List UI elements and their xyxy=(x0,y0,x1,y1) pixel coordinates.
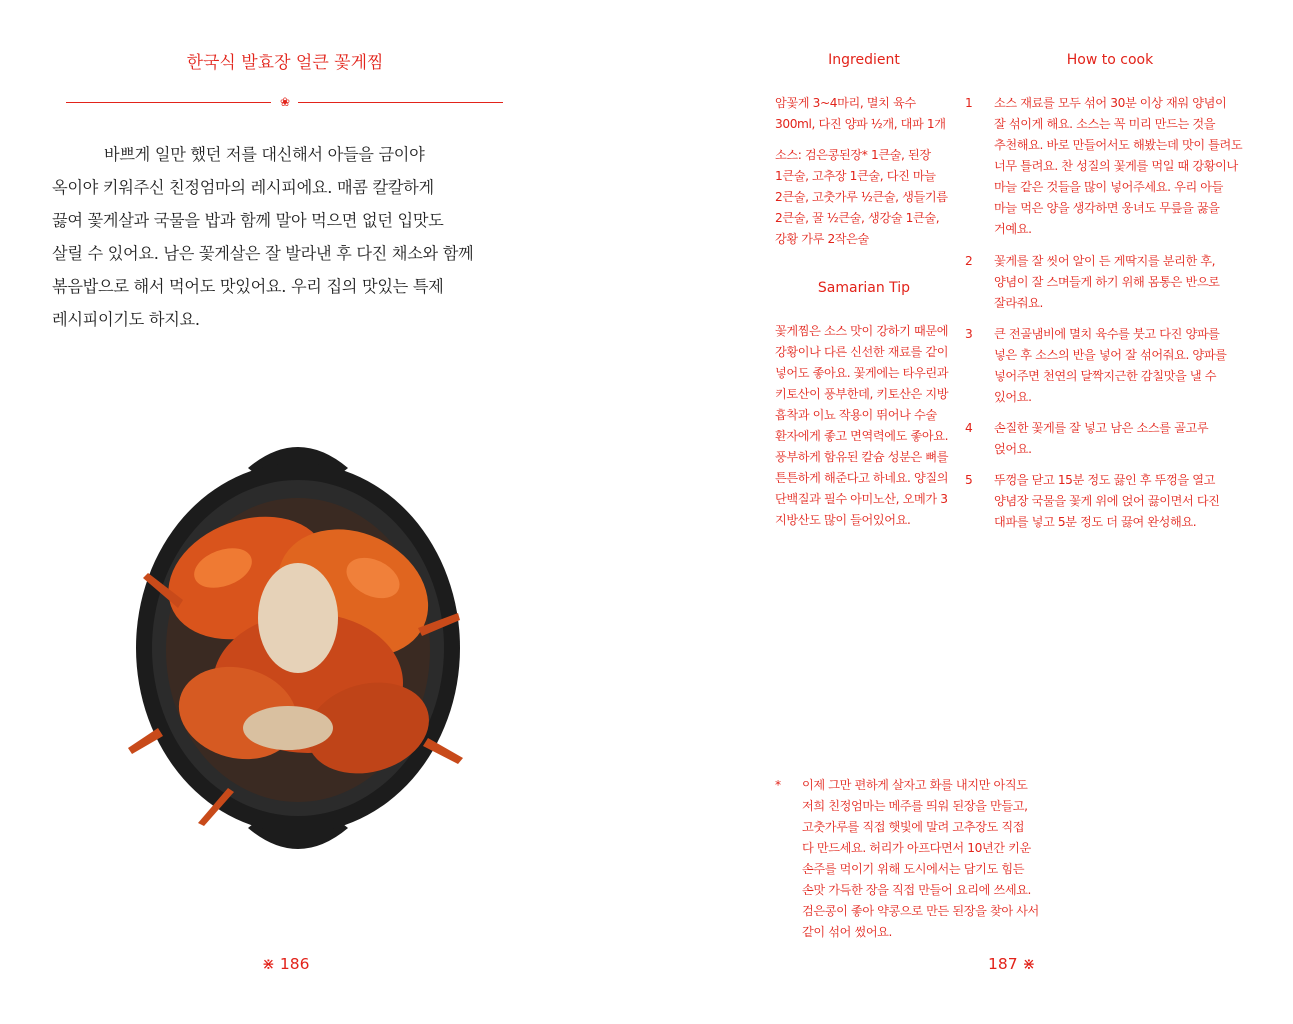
intro-line: 옥이야 키워주신 친정엄마의 레시피에요. 매콤 칼칼하게 xyxy=(52,178,434,197)
tip-line: 지방산도 많이 들어있어요. xyxy=(775,513,911,527)
page-number-right: 187 ⋇ xyxy=(988,955,1036,973)
intro-line: 레시피이기도 하지요. xyxy=(52,310,200,329)
tip-line: 튼튼하게 해준다고 하네요. 양질의 xyxy=(775,471,949,485)
step-line: 손질한 꽃게를 잘 넣고 남은 소스를 골고루 xyxy=(994,421,1209,435)
ingredient-line: 2큰술, 꿀 ½큰술, 생강술 1큰술, xyxy=(775,211,940,225)
step-line: 있어요. xyxy=(994,390,1032,404)
step-line: 꽃게를 잘 씻어 알이 든 게딱지를 분리한 후, xyxy=(994,254,1216,268)
step-line: 마늘 먹은 양을 생각하면 웅녀도 무릎을 꿇을 xyxy=(994,201,1220,215)
footnote-line: 다 만드세요. 허리가 아프다면서 10년간 키운 xyxy=(802,841,1031,855)
step-number: 1 xyxy=(965,96,973,110)
ingredient-line: 1큰술, 고추장 1큰술, 다진 마늘 xyxy=(775,169,936,183)
recipe-title: 한국식 발효장 얼큰 꽃게찜 xyxy=(186,53,384,73)
step-line: 뚜껑을 닫고 15분 정도 끓인 후 뚜껑을 열고 xyxy=(994,473,1215,487)
intro-paragraph xyxy=(52,138,512,336)
tip-line: 키토산이 풍부한데, 키토산은 지방 xyxy=(775,387,949,401)
footnote-asterisk: * xyxy=(775,778,781,792)
ingredient-line: 소스: 검은콩된장* 1큰술, 된장 xyxy=(775,148,931,162)
tip-line: 넣어도 좋아요. 꽃게에는 타우린과 xyxy=(775,366,949,380)
step-number: 5 xyxy=(965,473,973,487)
ingredient-line: 암꽃게 3~4마리, 멸치 육수 xyxy=(775,96,916,110)
step-number: 2 xyxy=(965,254,973,268)
step-line: 얹어요. xyxy=(994,442,1032,456)
tip-line: 풍부하게 함유된 칼슘 성분은 뼈를 xyxy=(775,450,949,464)
tip-line: 강황이나 다른 신선한 재료를 같이 xyxy=(775,345,949,359)
title-rule-right xyxy=(298,102,503,103)
ingredient-list-main xyxy=(775,93,957,135)
intro-line: 볶음밥으로 해서 먹어도 맛있어요. 우리 집의 맛있는 특제 xyxy=(52,277,444,296)
step-number: 4 xyxy=(965,421,973,435)
ingredient-heading: Ingredient xyxy=(828,52,900,68)
how-to-cook-heading: How to cook xyxy=(1066,52,1154,68)
step-line: 마늘 같은 것들을 많이 넣어주세요. 우리 아들 xyxy=(994,180,1224,194)
ingredient-line: 300ml, 다진 양파 ½개, 대파 1개 xyxy=(775,117,946,131)
intro-line: 살릴 수 있어요. 남은 꽃게살은 잘 발라낸 후 다진 채소와 함께 xyxy=(52,244,474,263)
tip-heading: Samarian Tip xyxy=(817,280,911,296)
footnote-line: 손주를 먹이기 위해 도시에서는 담기도 힘든 xyxy=(802,862,1025,876)
step-line: 너무 틀려요. 찬 성질의 꽃게를 먹일 때 강황이나 xyxy=(994,159,1238,173)
step-line: 양념이 잘 스며들게 하기 위해 몸통은 반으로 xyxy=(994,275,1220,289)
ingredient-line: 강황 가루 2작은술 xyxy=(775,232,869,246)
step-line: 양념장 국물을 꽃게 위에 얹어 끓이면서 다진 xyxy=(994,494,1220,508)
footnote-line: 같이 섞어 썼어요. xyxy=(802,925,893,939)
step-line: 넣은 후 소스의 반을 넣어 잘 섞어줘요. 양파를 xyxy=(994,348,1227,362)
step-line: 거예요. xyxy=(994,222,1032,236)
footnote-line: 고춧가루를 직접 햇빛에 말려 고추장도 직접 xyxy=(802,820,1025,834)
flower-ornament-icon: ❀ xyxy=(279,95,291,109)
tip-line: 흡착과 이뇨 작용이 뛰어나 수술 xyxy=(775,408,937,422)
step-number: 3 xyxy=(965,327,973,341)
ingredient-list-sauce xyxy=(775,145,957,250)
intro-line: 바쁘게 일만 했던 저를 대신해서 아들을 금이야 xyxy=(104,145,425,164)
ingredient-line: 2큰술, 고춧가루 ½큰술, 생들기름 xyxy=(775,190,948,204)
page-number-left: ⋇ 186 xyxy=(262,955,310,973)
tip-line: 환자에게 좋고 면역력에도 좋아요. xyxy=(775,429,949,443)
step-line: 넣어주면 천연의 달짝지근한 감칠맛을 낼 수 xyxy=(994,369,1217,383)
footnote-line: 검은콩이 좋아 약콩으로 만든 된장을 찾아 사서 xyxy=(802,904,1039,918)
step-line: 잘라줘요. xyxy=(994,296,1043,310)
crab-pot-photo xyxy=(118,428,478,868)
title-rule-left xyxy=(66,102,271,103)
intro-line: 끓여 꽃게살과 국물을 밥과 함께 말아 먹으면 없던 입맛도 xyxy=(52,211,444,230)
tip-line: 단백질과 필수 아미노산, 오메가 3 xyxy=(775,492,948,506)
step-line: 큰 전골냄비에 멸치 육수를 붓고 다진 양파를 xyxy=(994,327,1220,341)
tip-paragraph xyxy=(775,321,957,531)
step-line: 소스 재료를 모두 섞어 30분 이상 재워 양념이 xyxy=(994,96,1227,110)
step-line: 대파를 넣고 5분 정도 더 끓여 완성해요. xyxy=(994,515,1197,529)
footnote-line: 이제 그만 편하게 살자고 화를 내지만 아직도 xyxy=(802,778,1028,792)
footnote-line: 저희 친정엄마는 메주를 띄워 된장을 만들고, xyxy=(802,799,1028,813)
footnote-line: 손맛 가득한 장을 직접 만들어 요리에 쓰세요. xyxy=(802,883,1032,897)
step-line: 추천해요. 바로 만들어서도 해봤는데 맛이 틀려도 xyxy=(994,138,1243,152)
step-line: 잘 섞이게 해요. 소스는 꼭 미리 만드는 것을 xyxy=(994,117,1216,131)
tip-line: 꽃게찜은 소스 맛이 강하기 때문에 xyxy=(775,324,949,338)
